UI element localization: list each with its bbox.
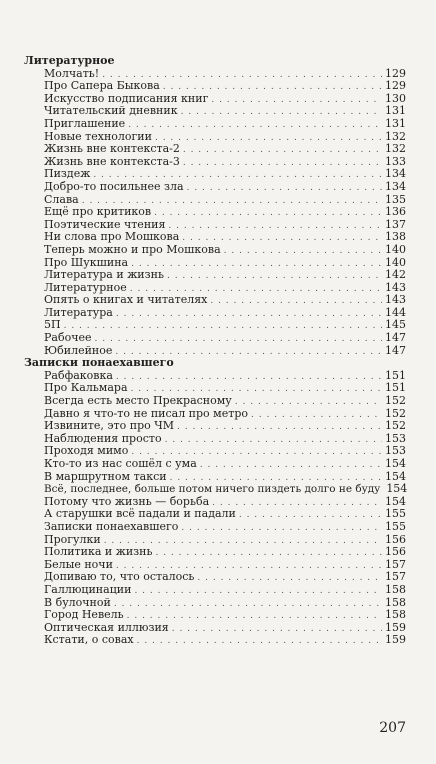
entry-title: Ни слова про Мошкова (44, 230, 180, 244)
entry-page: 145 (385, 318, 406, 332)
toc-entry (24, 206, 406, 219)
entry-page: 131 (385, 116, 406, 130)
entry-page: 158 (385, 595, 406, 609)
toc-entry (24, 634, 406, 647)
entry-page: 142 (385, 268, 406, 282)
toc-entry (24, 483, 406, 496)
toc-entry (24, 420, 406, 433)
dot-leader (116, 308, 382, 321)
entry-page: 129 (385, 66, 406, 80)
entry-page: 153 (385, 444, 406, 458)
entry-page: 143 (385, 280, 406, 294)
dot-leader (183, 144, 382, 157)
entry-title: Всё, последнее, больше потом ничего пиздеть долго не буду (44, 483, 381, 496)
page-number: 207 (379, 720, 406, 736)
toc-entry (24, 458, 406, 471)
dot-leader (131, 258, 382, 271)
entry-page: 157 (385, 557, 406, 571)
entry-title: Пиздеж (44, 167, 91, 181)
toc-entry (24, 181, 406, 194)
toc-entry (24, 307, 406, 320)
entry-title: Про Сапера Быкова (44, 79, 160, 93)
dot-leader (167, 270, 382, 283)
entry-title: Новые технологии (44, 129, 152, 143)
dot-leader (154, 207, 382, 220)
entry-page: 131 (385, 104, 406, 118)
dot-leader (137, 635, 382, 648)
toc-entry (24, 269, 406, 282)
entry-page: 151 (385, 368, 406, 382)
entry-title: Литературное (44, 280, 127, 294)
entry-page: 155 (385, 519, 406, 533)
entry-title: Добро-то посильнее зла (44, 179, 184, 193)
entry-title: Читательский дневник (44, 104, 178, 118)
entry-title: Галлюцинации (44, 582, 132, 596)
entry-page: 152 (385, 394, 406, 408)
entry-page: 155 (385, 507, 406, 521)
toc-entry (24, 521, 406, 534)
entry-title: Про Шукшина (44, 255, 129, 269)
entry-page: 135 (385, 192, 406, 206)
entry-page: 133 (385, 154, 406, 168)
entry-title: Записки понаехавшего (44, 519, 179, 533)
toc-entry (24, 609, 406, 622)
dot-leader (95, 333, 383, 346)
dot-leader (224, 245, 382, 258)
entry-page: 157 (385, 570, 406, 584)
entry-title: Приглашение (44, 116, 126, 130)
dot-leader (181, 106, 382, 119)
dot-leader (64, 320, 382, 333)
toc-entry (24, 471, 406, 484)
entry-title: Всегда есть место Прекрасному (44, 394, 232, 408)
entry-title: А старушки всё падали и падали (44, 507, 236, 521)
entry-page: 132 (385, 129, 406, 143)
entry-page: 140 (385, 255, 406, 269)
entry-page: 140 (385, 242, 406, 256)
dot-leader (155, 547, 382, 560)
entry-title: Извините, это про ЧМ (44, 419, 174, 433)
table-of-contents (24, 55, 406, 647)
dot-leader (172, 623, 382, 636)
entry-title: Кто-то из нас сошёл с ума (44, 457, 197, 470)
entry-title: Жизнь вне контекста-3 (44, 154, 180, 168)
entry-page: 154 (385, 469, 406, 483)
entry-page: 158 (385, 582, 406, 596)
entry-title: В булочной (44, 595, 111, 609)
dot-leader (168, 220, 382, 233)
dot-leader (155, 132, 382, 145)
entry-page: 154 (386, 482, 408, 496)
dot-leader (114, 598, 382, 611)
dot-leader (181, 522, 382, 535)
entry-page: 151 (385, 381, 406, 395)
entry-page: 154 (385, 494, 406, 508)
entry-title: Давно я что-то не писал про метро (44, 406, 248, 420)
entry-page: 144 (385, 305, 406, 319)
dot-leader (235, 396, 382, 409)
entry-title: Слава (44, 192, 79, 206)
entry-page: 152 (385, 419, 406, 433)
entry-title: Поэтические чтения (44, 217, 166, 231)
dot-leader (134, 585, 382, 598)
entry-title: 5П (44, 318, 61, 332)
toc-entry (24, 584, 406, 597)
entry-page: 129 (385, 79, 406, 93)
entry-title: Оптическая иллюзия (44, 620, 169, 634)
entry-page: 132 (385, 142, 406, 156)
dot-leader (128, 119, 382, 132)
toc-entry (24, 80, 406, 93)
entry-page: 130 (385, 91, 406, 105)
entry-title: Молчать! (44, 66, 100, 80)
entry-page: 137 (385, 217, 406, 231)
entry-page: 158 (385, 608, 406, 622)
toc-entry (24, 143, 406, 156)
entry-title: Литература (44, 305, 113, 319)
entry-page: 134 (385, 167, 406, 181)
entry-title: Прогулки (44, 532, 101, 546)
dot-leader (212, 497, 382, 510)
entry-title: Литература и жизнь (44, 268, 164, 282)
dot-leader (239, 509, 382, 522)
dot-leader (251, 409, 382, 422)
toc-entry (24, 332, 406, 345)
dot-leader (187, 182, 382, 195)
dot-leader (211, 94, 382, 107)
entry-page: 152 (385, 406, 406, 420)
entry-title: Наблюдения просто (44, 431, 162, 445)
dot-leader (177, 421, 382, 434)
entry-page: 156 (385, 532, 406, 546)
entry-title: Опять о книгах и читателях (44, 293, 208, 307)
entry-title: Политика и жизнь (44, 545, 153, 559)
entry-page: 143 (385, 293, 406, 307)
entry-title: Потому что жизнь — борьба (44, 494, 210, 508)
dot-leader (183, 157, 382, 170)
toc-entry (24, 546, 406, 559)
section-title: Литературное (24, 54, 115, 67)
entry-title: Жизнь вне контекста-2 (44, 142, 180, 156)
entry-title: В маршрутном такси (44, 469, 167, 483)
entry-page: 154 (385, 457, 406, 470)
entry-title: Юбилейное (44, 343, 113, 357)
dot-leader (197, 572, 382, 585)
entry-title: Рабфаковка (44, 368, 113, 382)
entry-title: Белые ночи (44, 557, 113, 571)
toc-entry (24, 118, 406, 131)
entry-title: Ещё про критиков (44, 205, 152, 219)
entry-title: Рабочее (44, 331, 92, 345)
toc-entry (24, 395, 406, 408)
entry-title: Искусство подписания книг (44, 91, 209, 105)
entry-page: 159 (385, 620, 406, 634)
entry-page: 134 (385, 179, 406, 193)
dot-leader (165, 434, 382, 447)
entry-page: 136 (385, 205, 406, 219)
entry-page: 159 (385, 633, 406, 647)
entry-page: 147 (385, 331, 406, 345)
dot-leader (116, 371, 382, 384)
entry-title: Теперь можно и про Мошкова (44, 242, 221, 256)
entry-title: Кстати, о совах (44, 633, 134, 647)
dot-leader (200, 459, 382, 472)
entry-title: Проходя мимо (44, 444, 129, 458)
entry-page: 138 (385, 230, 406, 244)
entry-page: 147 (385, 343, 406, 357)
entry-title: Город Невель (44, 608, 124, 622)
dot-leader (210, 295, 382, 308)
entry-page: 156 (385, 545, 406, 559)
entry-page: 153 (385, 431, 406, 445)
entry-title: Про Кальмара (44, 381, 128, 395)
entry-title: Допиваю то, что осталось (44, 570, 195, 584)
toc-entry (24, 294, 406, 307)
toc-entry (24, 244, 406, 257)
section-title: Записки понаехавшего (24, 356, 174, 370)
